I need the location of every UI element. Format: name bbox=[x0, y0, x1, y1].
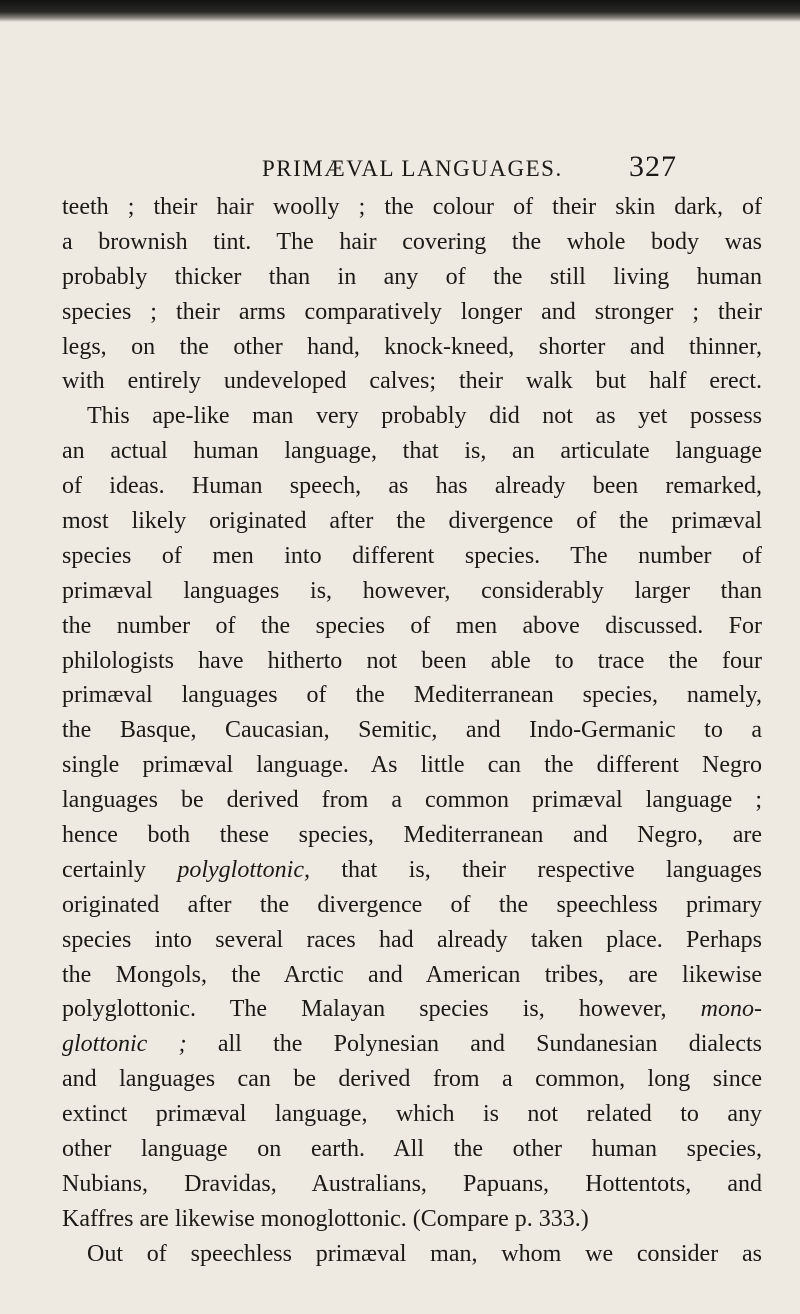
text-line: most likely originated after the divergence of the primæval bbox=[62, 508, 762, 535]
page-number: 327 bbox=[629, 150, 677, 183]
text-line: and languages can be derived from a common, long since bbox=[62, 1066, 762, 1093]
text-line: polyglottonic. The Malayan species is, however, mono- bbox=[62, 996, 762, 1023]
italic-term: mono- bbox=[700, 996, 762, 1023]
text-line: primæval languages of the Mediterranean species, namely, bbox=[62, 682, 762, 709]
text-line: the number of the species of men above discussed. For bbox=[62, 612, 762, 639]
text-line: Kaffres are likewise monoglottonic. (Compare p. 333.) bbox=[62, 1205, 589, 1232]
text-line: Nubians, Dravidas, Australians, Papuans, Hottentots, and bbox=[62, 1170, 762, 1197]
text-line: species ; their arms comparatively longer and stronger ; their bbox=[62, 298, 762, 325]
italic-term: polyglottonic, bbox=[177, 856, 310, 883]
italic-term: glottonic ; bbox=[62, 1031, 187, 1058]
text-line: the Basque, Caucasian, Semitic, and Indo-Germanic to a bbox=[62, 717, 762, 744]
text-line: philologists have hitherto not been able to trace the four bbox=[62, 647, 762, 674]
running-head: PRIMÆVAL LANGUAGES. bbox=[262, 156, 563, 181]
text-line: certainly polyglottonic, that is, their respective languages bbox=[62, 856, 762, 883]
text-line: of ideas. Human speech, as has already been remarked, bbox=[62, 473, 762, 500]
text-line: single primæval language. As little can the different Negro bbox=[62, 752, 762, 779]
text-line: originated after the divergence of the speechless primary bbox=[62, 891, 762, 918]
text-line: primæval languages is, however, considerably larger than bbox=[62, 577, 762, 604]
text-line: an actual human language, that is, an articulate language bbox=[62, 438, 762, 465]
text-line: other language on earth. All the other human species, bbox=[62, 1136, 762, 1163]
text-line: species into several races had already taken place. Perhaps bbox=[62, 926, 762, 953]
text-line: languages be derived from a common primæval language ; bbox=[62, 787, 762, 814]
text-line: hence both these species, Mediterranean and Negro, are bbox=[62, 822, 762, 849]
text-line: species of men into different species. The number of bbox=[62, 542, 762, 569]
text-line: legs, on the other hand, knock-kneed, shorter and thinner, bbox=[62, 333, 762, 360]
text-line: teeth ; their hair woolly ; the colour of their skin dark, of bbox=[62, 194, 762, 220]
text-line: with entirely undeveloped calves; their walk but half erect. bbox=[62, 368, 762, 395]
text-line: This ape-like man very probably did not as yet possess bbox=[87, 403, 762, 430]
text-line: Out of speechless primæval man, whom we consider as bbox=[87, 1240, 762, 1267]
text-line: glottonic ; all the Polynesian and Sundanesian dialects bbox=[62, 1031, 762, 1058]
body-text bbox=[62, 190, 762, 1272]
text-line: extinct primæval language, which is not related to any bbox=[62, 1101, 762, 1128]
text-line: a brownish tint. The hair covering the whole body was bbox=[62, 228, 762, 255]
text-line: probably thicker than in any of the still living human bbox=[62, 263, 762, 290]
text-line: the Mongols, the Arctic and American tribes, are likewise bbox=[62, 961, 762, 988]
